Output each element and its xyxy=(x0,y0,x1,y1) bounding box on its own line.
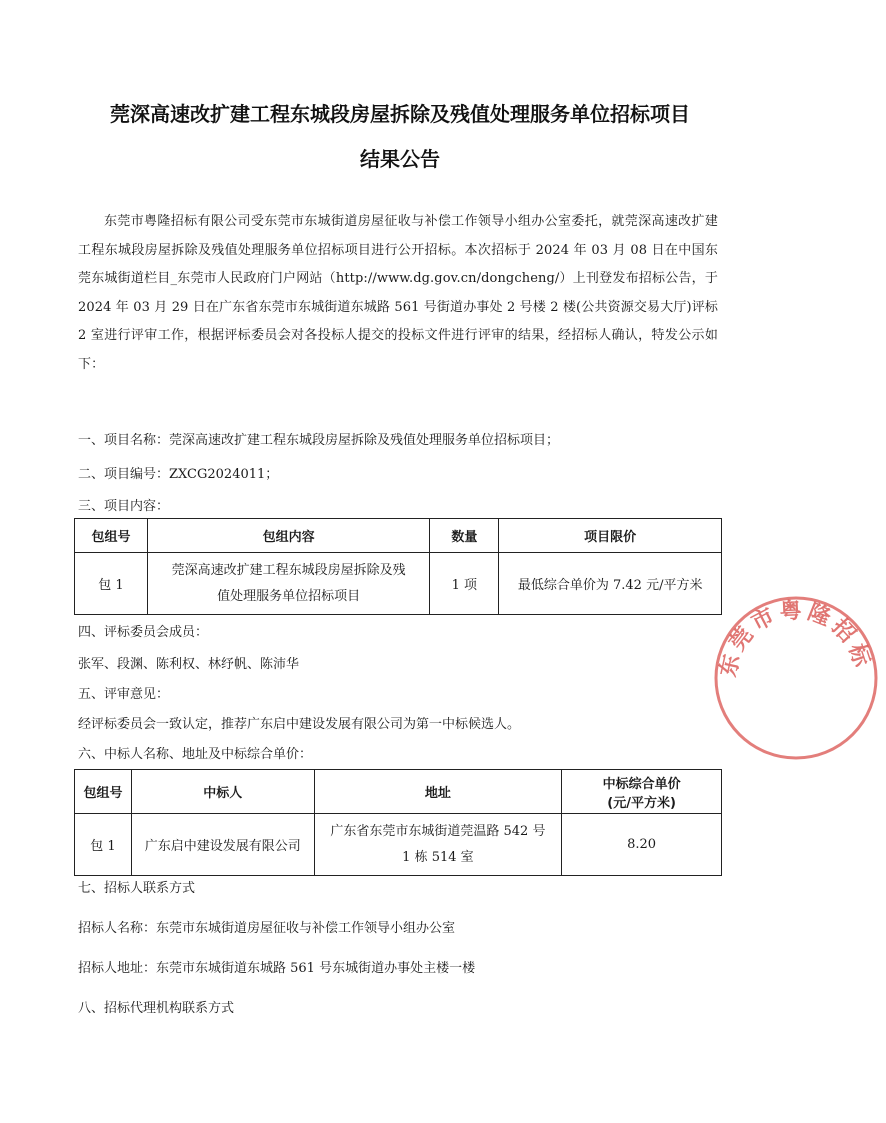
cell-content-line: 莞深高速改扩建工程东城段房屋拆除及残 xyxy=(171,562,406,578)
intro-paragraph: 东莞市粤隆招标有限公司受东莞市东城街道房屋征收与补偿工作领导小组办公室委托，就莞深高速改扩建工程东城段房屋拆除及残值处理服务单位招标项目进行公开招标。本次招标于 2024 年 03 月 08 日在中国东莞东城街道栏目_东莞市人民政府门户网站（http://www.dg.gov.cn/dongcheng/）上刊登发布招标公告，于 2024 年 03 月 29 日在广东省东莞市东城街道东城路 561 号街道办事处 2 号楼 2 楼(公共资源交易大厅)评标 2 室进行评审工作，根据评标委员会对各投标人提交的投标文件进行评审的结果，经招标人确认，特发公示如下： xyxy=(78,214,718,372)
header-package: 包组号 xyxy=(75,519,148,553)
header-address: 地址 xyxy=(314,770,562,814)
tenderer-name: 招标人名称：东莞市东城街道房屋征收与补偿工作领导小组办公室 xyxy=(78,921,456,936)
document-subtitle: 结果公告 xyxy=(360,147,440,171)
cell-content-line: 值处理服务单位招标项目 xyxy=(217,588,361,604)
project-content-table xyxy=(74,518,722,615)
header-unit-price-line: 中标综合单价 xyxy=(602,776,681,792)
cell-package: 包 1 xyxy=(75,553,148,615)
header-unit-price-line: (元/平方米) xyxy=(607,795,676,811)
header-content: 包组内容 xyxy=(147,519,430,553)
cell-content xyxy=(147,553,430,615)
table-row xyxy=(75,814,722,876)
cell-package: 包 1 xyxy=(75,814,132,876)
seal-text: 东莞市粤隆招标 xyxy=(716,598,876,680)
table-header-row xyxy=(75,770,722,814)
cell-limit-price: 最低综合单价为 7.42 元/平方米 xyxy=(499,553,722,615)
tenderer-address: 招标人地址：东莞市东城街道东城路 561 号东城街道办事处主楼一楼 xyxy=(78,961,476,976)
item-project-name: 一、项目名称：莞深高速改扩建工程东城段房屋拆除及残值处理服务单位招标项目； xyxy=(78,433,560,448)
cell-address xyxy=(314,814,562,876)
document-title: 莞深高速改扩建工程东城段房屋拆除及残值处理服务单位招标项目 xyxy=(110,102,690,126)
header-unit-price xyxy=(562,770,722,814)
official-seal-icon xyxy=(706,588,886,768)
review-opinion: 经评标委员会一致认定，推荐广东启中建设发展有限公司为第一中标候选人。 xyxy=(78,717,521,732)
header-limit-price: 项目限价 xyxy=(499,519,722,553)
winner-table xyxy=(74,769,722,876)
item-project-content-heading: 三、项目内容： xyxy=(78,499,170,514)
item-agency-contact-heading: 八、招标代理机构联系方式 xyxy=(78,1001,235,1016)
item-winner-heading: 六、中标人名称、地址及中标综合单价： xyxy=(78,747,313,762)
item-review-heading: 五、评审意见： xyxy=(78,687,170,702)
cell-quantity: 1 项 xyxy=(430,553,499,615)
cell-winner: 广东启中建设发展有限公司 xyxy=(131,814,314,876)
cell-address-line: 广东省东莞市东城街道莞温路 542 号 xyxy=(330,823,546,839)
item-tenderer-contact-heading: 七、招标人联系方式 xyxy=(78,881,196,896)
item-project-number: 二、项目编号：ZXCG2024011； xyxy=(78,467,279,482)
committee-members: 张军、段渊、陈利权、林纾帆、陈沛华 xyxy=(78,657,300,672)
table-row xyxy=(75,553,722,615)
cell-address-line: 1 栋 514 室 xyxy=(402,849,474,865)
svg-text:东莞市粤隆招标 xyxy=(715,597,876,679)
header-winner: 中标人 xyxy=(131,770,314,814)
header-quantity: 数量 xyxy=(430,519,499,553)
header-package: 包组号 xyxy=(75,770,132,814)
cell-unit-price: 8.20 xyxy=(562,814,722,876)
item-committee-heading: 四、评标委员会成员： xyxy=(78,625,209,640)
table-header-row xyxy=(75,519,722,553)
